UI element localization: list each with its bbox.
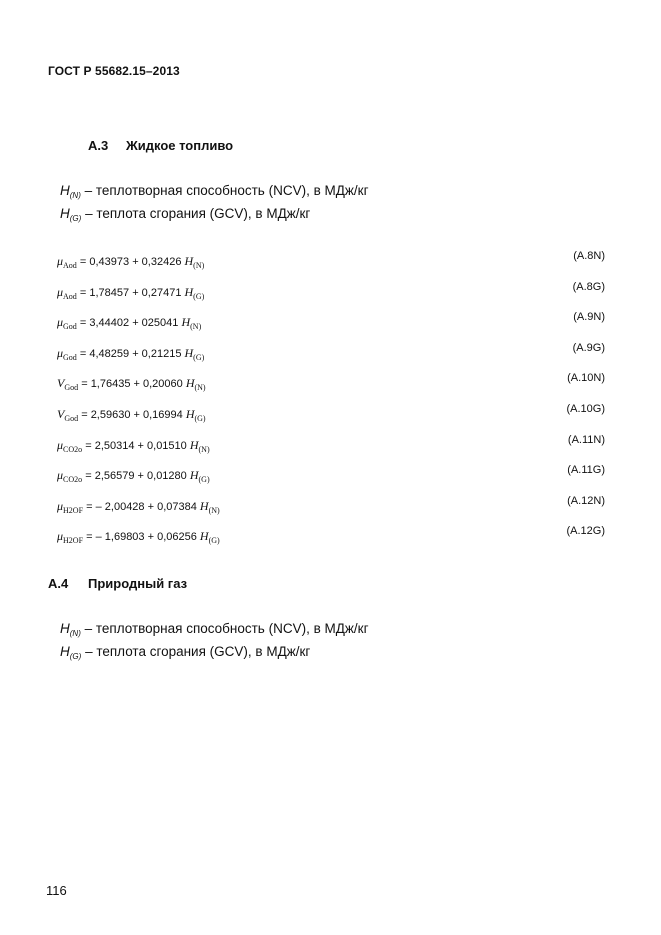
equation-h-subscript: (G)	[208, 536, 220, 545]
equation-number: (A.8G)	[572, 281, 605, 293]
section-a4-heading	[48, 576, 187, 591]
equation-lhs-symbol: μ	[57, 346, 64, 360]
equation-lhs-symbol: μ	[57, 468, 64, 482]
equation-h-subscript: (N)	[194, 383, 206, 392]
equation-expression: 2,59630 + 0,16994	[90, 409, 183, 421]
equation-h-symbol: H	[189, 438, 199, 452]
equation-expression: 1,78457 + 0,27471	[89, 287, 182, 299]
equation-lhs-subscript: God	[63, 322, 77, 331]
equation-h-subscript: (N)	[193, 261, 205, 270]
equation-number: (A.11G)	[567, 464, 605, 476]
equation-number: (A.9G)	[572, 342, 605, 354]
equation	[57, 346, 204, 362]
definition-gcv: $H_{(G)}$ – теплота сгорания (GCV), в МДж/кг	[60, 644, 311, 661]
equation-expression: 0,43973 + 0,32426	[89, 256, 182, 268]
equation-lhs-subscript: Aod	[63, 292, 77, 301]
equation-number: (A.12G)	[566, 525, 605, 537]
equation-expression: 2,56579 + 0,01280	[94, 470, 187, 482]
equation	[57, 529, 220, 545]
equation-h-symbol: H	[181, 315, 191, 329]
equation-number: (A.12N)	[567, 495, 605, 507]
equation-lhs-symbol: μ	[57, 315, 64, 329]
section-number: A.4	[48, 576, 69, 591]
equation-operator: =	[86, 501, 93, 513]
document-header: ГОСТ Р 55682.15–2013	[48, 64, 180, 78]
equation-operator: =	[79, 348, 87, 360]
equation-lhs-subscript: H2OF	[63, 536, 84, 545]
equation-h-subscript: (G)	[198, 475, 210, 484]
equation-number: (A.10N)	[567, 372, 605, 384]
equation-number: (A.11N)	[567, 434, 605, 446]
equation-operator: =	[86, 531, 93, 543]
equation-lhs-subscript: Aod	[63, 261, 77, 270]
equation	[57, 499, 220, 515]
equation-h-subscript: (G)	[193, 292, 205, 301]
section-number: A.3	[88, 138, 109, 153]
equation-h-symbol: H	[184, 346, 194, 360]
equation-expression: 1,76435 + 0,20060	[90, 378, 183, 390]
equation-operator: =	[85, 440, 92, 452]
equation-operator: =	[79, 317, 87, 329]
equation-h-symbol: H	[189, 468, 199, 482]
equation	[57, 315, 201, 331]
equation-h-subscript: (N)	[208, 506, 220, 515]
equation-lhs-symbol: V	[57, 376, 65, 390]
equation-h-subscript: (G)	[194, 414, 206, 423]
equation-number: (A.9N)	[573, 311, 605, 323]
equation-expression: 4,48259 + 0,21215	[89, 348, 182, 360]
equation	[57, 285, 204, 301]
section-title: Жидкое топливо	[126, 138, 234, 153]
equation-lhs-subscript: CO2o	[63, 475, 83, 484]
equation-number: (A.8N)	[573, 250, 605, 262]
equation-h-subscript: (N)	[190, 322, 202, 331]
equation-lhs-subscript: CO2o	[63, 445, 83, 454]
equation-lhs-symbol: μ	[57, 529, 64, 543]
equation	[57, 254, 204, 270]
equation-expression: – 2,00428 + 0,07384	[95, 501, 197, 513]
equation	[57, 407, 206, 423]
equation-h-symbol: H	[199, 499, 209, 513]
section-a3-heading	[88, 138, 233, 153]
equation-h-symbol: H	[184, 254, 194, 268]
definition-ncv: $H_{(N)}$ – теплотворная способность (NCV), в МДж/кг	[60, 621, 369, 638]
equation-operator: =	[79, 256, 87, 268]
equation	[57, 468, 210, 484]
equation-lhs-subscript: God	[64, 414, 79, 423]
equation	[57, 376, 206, 392]
equation-lhs-symbol: μ	[57, 499, 64, 513]
equation-lhs-subscript: God	[64, 383, 79, 392]
equation-expression: 3,44402 + 025041	[89, 317, 179, 329]
equation-operator: =	[81, 409, 88, 421]
equation-expression: – 1,69803 + 0,06256	[95, 531, 197, 543]
equation-h-symbol: H	[185, 376, 195, 390]
equation	[57, 438, 210, 454]
section-title: Природный газ	[88, 576, 188, 591]
equation-lhs-symbol: μ	[57, 285, 64, 299]
definition-gcv: $H_{(G)}$ – теплота сгорания (GCV), в МДж/кг	[60, 206, 311, 223]
equation-lhs-symbol: μ	[57, 254, 64, 268]
equation-lhs-symbol: V	[57, 407, 65, 421]
definition-ncv: $H_{(N)}$ – теплотворная способность (NCV), в МДж/кг	[60, 183, 369, 200]
page-number: 116	[46, 883, 67, 898]
equation-operator: =	[81, 378, 88, 390]
equation-lhs-subscript: H2OF	[63, 506, 84, 515]
equation-h-symbol: H	[199, 529, 209, 543]
equation-h-symbol: H	[185, 407, 195, 421]
equation-number: (A.10G)	[566, 403, 605, 415]
equation-h-subscript: (G)	[193, 353, 205, 362]
equation-h-subscript: (N)	[198, 445, 210, 454]
equation-expression: 2,50314 + 0,01510	[94, 440, 187, 452]
equation-h-symbol: H	[184, 285, 194, 299]
equation-operator: =	[85, 470, 92, 482]
equation-operator: =	[79, 287, 87, 299]
equation-lhs-symbol: μ	[57, 438, 64, 452]
equation-lhs-subscript: God	[63, 353, 77, 362]
